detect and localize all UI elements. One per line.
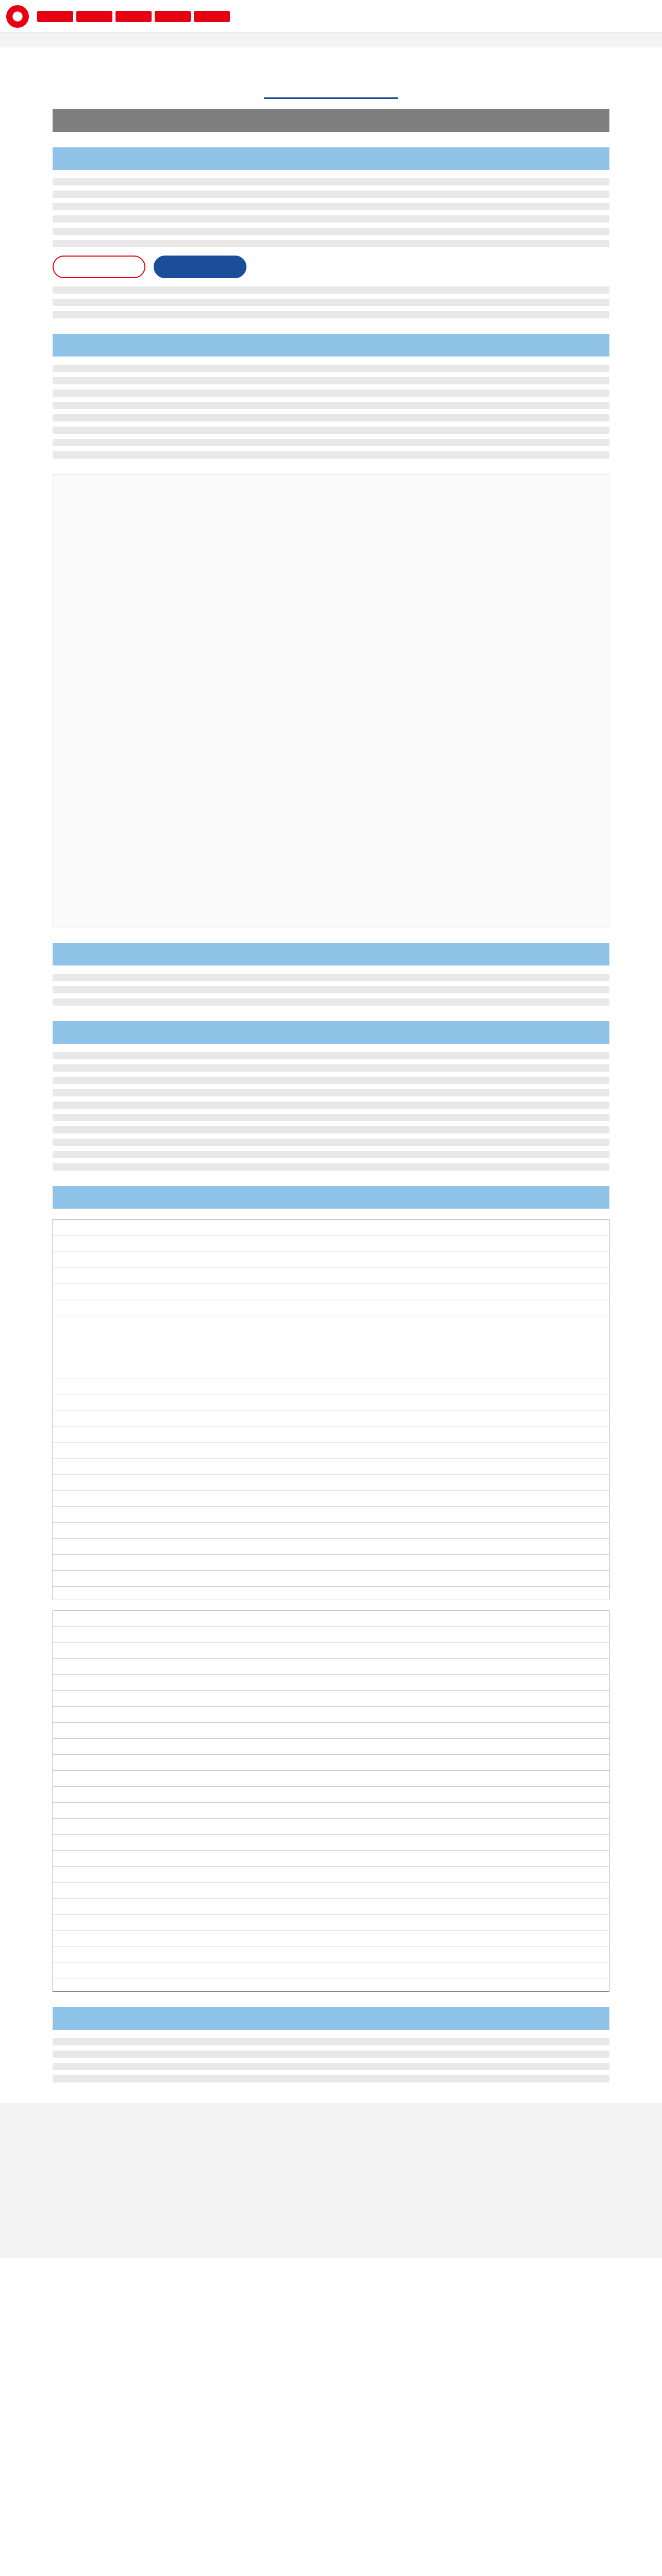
top-nav[interactable] (37, 11, 230, 22)
site-footer (0, 2103, 662, 2258)
section-header (53, 943, 609, 965)
text-block (53, 365, 609, 459)
section-header (53, 1186, 609, 1209)
availability-table (53, 1219, 609, 1600)
section-header (53, 2007, 609, 2030)
page-title (264, 68, 398, 99)
main-content (53, 68, 609, 2082)
text-block (53, 286, 609, 318)
section-header (53, 334, 609, 357)
text-block (53, 1052, 609, 1171)
text-block (53, 2038, 609, 2082)
button-row[interactable] (53, 256, 609, 278)
event-poster (53, 474, 609, 927)
text-block (53, 974, 609, 1006)
text-block (53, 178, 609, 247)
expo-logo[interactable] (6, 5, 29, 28)
availability-table (53, 1611, 609, 1992)
section-header (53, 147, 609, 170)
section-header (53, 1021, 609, 1044)
breadcrumb (0, 33, 662, 47)
site-header (0, 0, 662, 33)
date-banner (53, 109, 609, 132)
